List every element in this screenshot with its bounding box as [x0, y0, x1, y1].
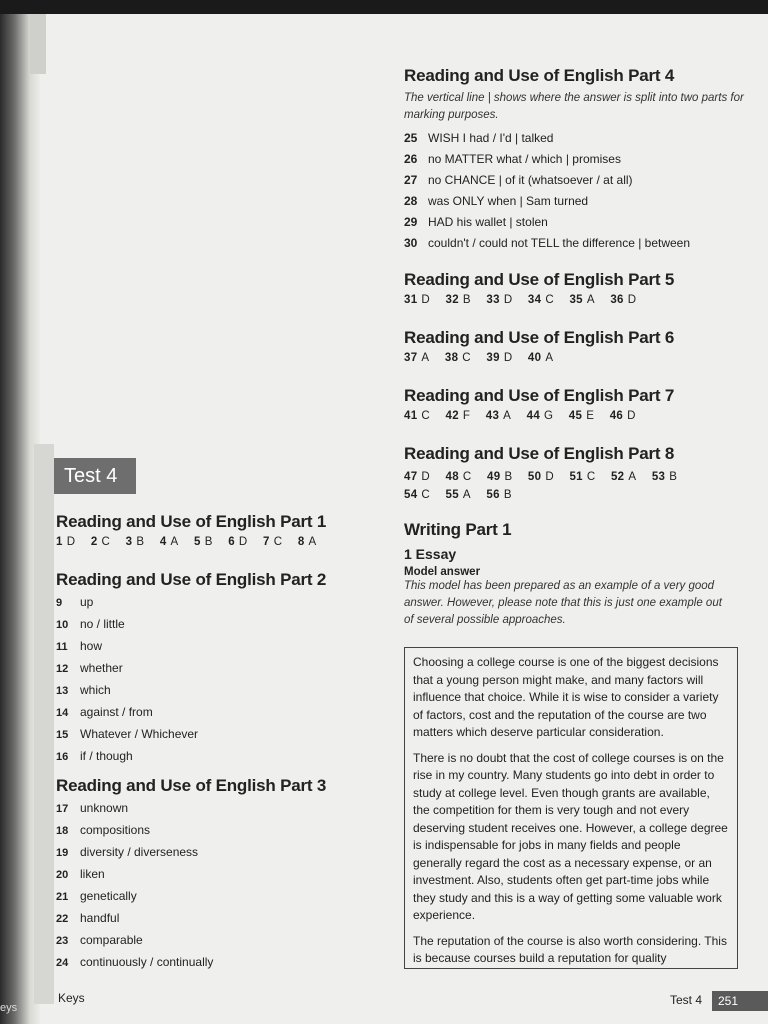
- part8-answers-row2: 54 C 55 A 56 B: [404, 489, 512, 501]
- answer-item: 16 if / though: [56, 749, 133, 763]
- part7-answers: 41 C 42 F 43 A 44 G 45 E 46 D: [404, 410, 636, 422]
- answer-item: 20 liken: [56, 867, 105, 881]
- page-fold: [30, 14, 46, 74]
- essay-paragraph: The reputation of the course is also worth considering. This is because courses build a reputation for quality: [413, 933, 727, 965]
- model-answer-label: Model answer: [404, 566, 481, 578]
- answer-item: 19 diversity / diverseness: [56, 845, 199, 859]
- writing-section: [404, 520, 744, 629]
- answer-item: 10 no / little: [56, 617, 125, 631]
- part1-title: Reading and Use of English Part 1: [56, 512, 327, 531]
- answer-item: 23 comparable: [56, 933, 143, 947]
- part8-section: [404, 444, 744, 504]
- part7-section: [404, 386, 744, 422]
- part2-list: [56, 592, 356, 768]
- part3-list: [56, 798, 356, 974]
- part1-answers: 1 D 2 C 3 B 4 A 5 B 6 D 7 C 8 A: [56, 536, 317, 548]
- facing-page-edge-text: eys: [0, 1002, 18, 1014]
- answer-item: 13 which: [56, 683, 111, 697]
- answer-item: 29 HAD his wallet | stolen: [404, 215, 548, 229]
- answer-item: 14 against / from: [56, 705, 153, 719]
- side-tab-strip: [34, 444, 54, 1004]
- part6-answers: 37 A 38 C 39 D 40 A: [404, 352, 554, 364]
- essay-paragraph: Choosing a college course is one of the biggest decisions that a young person might make, and many factors will influence that choice. While it is wise to consider a variety of factors, cost and the reputation of the course are two matters which deserve particular consideration.: [413, 655, 719, 739]
- part8-answers-row1: 47 D 48 C 49 B 50 D 51 C 52 A 53 B: [404, 471, 678, 483]
- writing-title: Writing Part 1: [404, 520, 512, 539]
- part4-section: [404, 66, 744, 254]
- part4-list: [404, 128, 744, 254]
- part5-answers: 31 D 32 B 33 D 34 C 35 A 36 D: [404, 294, 637, 306]
- page-number: 251: [712, 991, 768, 1011]
- model-essay-box: [404, 647, 738, 969]
- part5-section: [404, 270, 744, 306]
- part5-title: Reading and Use of English Part 5: [404, 270, 675, 289]
- answer-item: 18 compositions: [56, 823, 151, 837]
- part3-section: [56, 776, 356, 974]
- part8-title: Reading and Use of English Part 8: [404, 444, 675, 463]
- essay-paragraph: There is no doubt that the cost of college courses is on the rise in my country. Many students go into debt in order to study at college level. Even though grants are available, the competition for them is very tough and not every deserving student receives one. However, a college degree is indispensable for jobs in many fields and people generally regard the cost as a necessary expense, or an investment. Also, students often get part-time jobs while they study and this is a way of getting some valuable work experience.: [413, 750, 728, 922]
- answer-item: 22 handful: [56, 911, 120, 925]
- answer-item: 30 couldn't / could not TELL the difference | between: [404, 236, 691, 250]
- answer-item: 9 up: [56, 595, 94, 609]
- answer-item: 21 genetically: [56, 889, 137, 903]
- answer-item: 27 no CHANCE | of it (whatsoever / at all): [404, 173, 633, 187]
- part4-note: The vertical line | shows where the answer is split into two parts for marking purposes.: [404, 92, 744, 121]
- part2-title: Reading and Use of English Part 2: [56, 570, 327, 589]
- answer-item: 26 no MATTER what / which | promises: [404, 152, 621, 166]
- part6-title: Reading and Use of English Part 6: [404, 328, 675, 347]
- part2-section: [56, 570, 356, 768]
- book-page: [0, 14, 768, 1024]
- test-tab: Test 4: [54, 458, 136, 494]
- answer-item: 28 was ONLY when | Sam turned: [404, 194, 589, 208]
- model-answer-note: This model has been prepared as an example of a very good answer. However, please note that this is just one example out of several possible approaches.: [404, 580, 722, 626]
- part6-section: [404, 328, 744, 364]
- answer-item: 25 WISH I had / I'd | talked: [404, 131, 554, 145]
- part7-title: Reading and Use of English Part 7: [404, 386, 675, 405]
- answer-item: 12 whether: [56, 661, 123, 675]
- part1-section: [56, 512, 356, 548]
- footer-keys: Keys: [58, 991, 85, 1005]
- part4-title: Reading and Use of English Part 4: [404, 66, 675, 85]
- answer-item: 11 how: [56, 639, 103, 653]
- answer-item: 17 unknown: [56, 801, 129, 815]
- part3-title: Reading and Use of English Part 3: [56, 776, 327, 795]
- footer-test-label: Test 4: [670, 993, 703, 1007]
- essay-subtitle: 1 Essay: [404, 546, 457, 562]
- answer-item: 24 continuously / continually: [56, 955, 214, 969]
- answer-item: 15 Whatever / Whichever: [56, 727, 199, 741]
